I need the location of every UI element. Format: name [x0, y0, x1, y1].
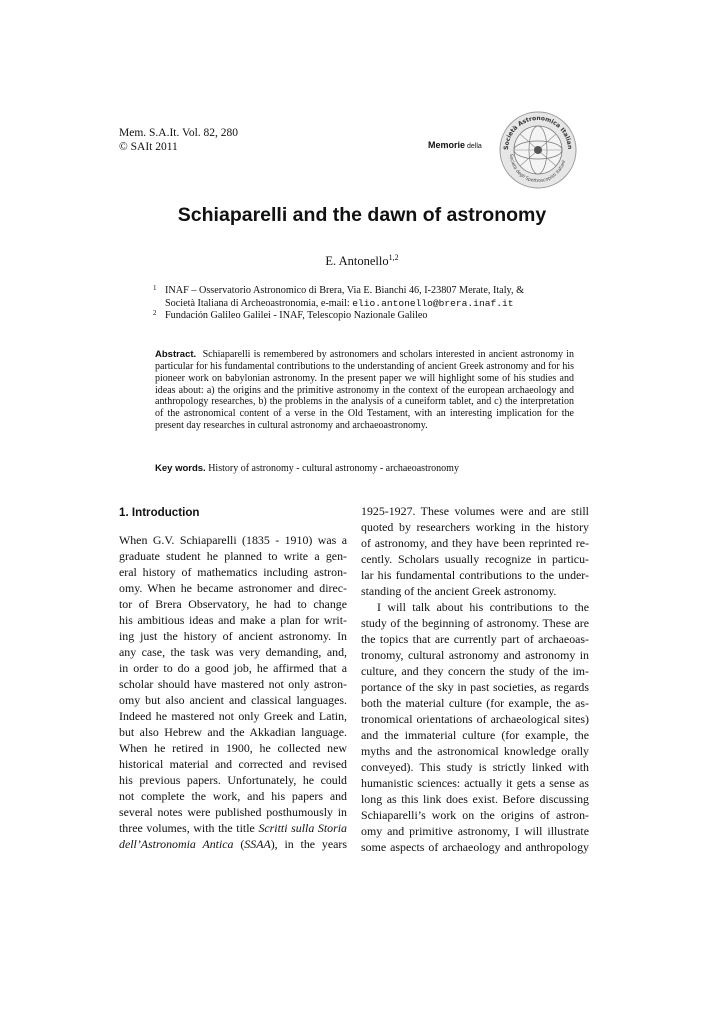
text-line: but also Hebrew and the Akkadian language.: [119, 725, 347, 739]
society-seal-logo: [498, 110, 578, 190]
affiliation-1: [153, 285, 573, 310]
text-line: [119, 836, 347, 852]
email-link[interactable]: elio.antonello@brera.inaf.it: [352, 297, 514, 309]
text-line: Indeed he mastered not only Greek and Latin,: [119, 709, 347, 723]
text-line: tor of Brera Observatory, he had to change: [119, 597, 347, 611]
text-line: not complete the work, and his papers and: [119, 789, 347, 803]
memorie-word: Memorie: [428, 140, 466, 150]
text-line: and the immaterial culture (for example, the: [361, 728, 589, 742]
text-line: tronomy, cultural astronomy and astronomy in: [361, 648, 589, 662]
text-fragment: three volumes, with the title: [119, 821, 259, 835]
text-line: standing of the ancient Greek astronomy.: [361, 584, 557, 598]
text-line: eral history of mathematics including astron-: [119, 565, 347, 579]
affiliation-text: Società Italiana di Archeoastronomia, e-mail:: [165, 297, 353, 309]
author-name: E. Antonello: [325, 254, 389, 268]
seal-top-text: Società Astronomica Italian: [502, 114, 574, 151]
text-line: myths and the astronomical knowledge orally: [361, 744, 589, 758]
seal-bottom-text: Società degli Spettroscopisti Italiani: [507, 153, 568, 185]
book-title-italic: Scritti sulla Storia: [258, 821, 347, 835]
copyright-line: © SAIt 2011: [119, 141, 178, 153]
affiliation-line: Fundación Galileo Galilei - INAF, Telescopio Nazionale Galileo: [165, 310, 428, 321]
keywords-label: Key words.: [155, 463, 206, 474]
text-line: tronomical orientations of archaeological sites): [361, 712, 589, 726]
book-abbrev-italic: SSAA: [244, 837, 271, 851]
text-line: When he retired in 1900, he collected new: [119, 741, 347, 755]
text-line: any case, the task was very demanding, and,: [119, 645, 347, 659]
text-line: When G.V. Schiaparelli (1835 - 1910) was a: [119, 533, 347, 547]
text-line: historical material and corrected and revised: [119, 757, 347, 771]
text-fragment: (: [233, 837, 245, 851]
abstract-label: Abstract.: [155, 349, 197, 360]
abstract-text: Schiaparelli is remembered by astronomers and scholars interested in ancient astronomy in particular for his fundamental contributions to the understanding of ancient Greek astronomy and for his pioneer work on babylonian astronomy. In the present paper we will highlight some of his studies and ideas about: a) the origins and the primitive astronomy in the context of the european archaeology and anthropology researches, b) the problems in the analysis of a cuneiform tablet, and c) the interpretation of the astronomical content of a verse in the Old Testament, with an interesting implication for the present day researches in cultural astronomy and archaeoastronomy.: [155, 349, 574, 432]
affiliation-number: 1: [153, 284, 157, 292]
book-title-italic: dell’Astronomia Antica: [119, 837, 234, 851]
text-line: 1925-1927. These volumes were and are still: [361, 504, 589, 518]
text-line: scholar should have mastered not only astron-: [119, 677, 347, 691]
text-line: omy but also ancient and classical languages.: [119, 693, 347, 707]
paper-title: Schiaparelli and the dawn of astronomy: [177, 204, 547, 226]
affiliation-number: 2: [153, 309, 157, 317]
text-line: portance of the sky in past societies, as regards: [361, 680, 589, 694]
text-line: cently. Scholars usually recognize in particu-: [361, 552, 589, 566]
keywords-text: History of astronomy - cultural astronomy - archaeoastronomy: [208, 463, 459, 474]
text-line: [119, 820, 347, 836]
text-line: of astronomy, and they have been reprinted re-: [361, 536, 589, 550]
text-line: Schiaparelli’s work on the origins of astron-: [361, 808, 589, 822]
affiliation-2: [153, 310, 573, 323]
affiliation-line: INAF – Osservatorio Astronomico di Brera, Via E. Bianchi 46, I-23807 Merate, Italy, &: [165, 285, 524, 296]
affiliation-line: [165, 298, 573, 311]
text-line: in order to do a good job, he affirmed that a: [119, 661, 347, 675]
right-column: [361, 503, 589, 855]
text-line: graduate student he planned to write a gen-: [119, 549, 347, 563]
keywords: [155, 463, 459, 474]
text-line: both the material culture (for example, the as-: [361, 696, 589, 710]
journal-volume: Mem. S.A.It. Vol. 82, 280: [119, 127, 239, 139]
left-column: [119, 532, 347, 852]
text-fragment: ), in the years: [270, 837, 348, 851]
text-line: his previous papers. Unfortunately, he could: [119, 773, 347, 787]
text-line: conveyed). This study is strictly linked with: [361, 760, 589, 774]
text-line: study of the beginning of astronomy. These are: [361, 616, 589, 630]
text-line: culture, and they concern the study of the im-: [361, 664, 589, 678]
section-heading: 1. Introduction: [119, 506, 200, 519]
text-line: ing just the history of ancient astronomy. In: [119, 629, 347, 643]
journal-info: [119, 126, 238, 154]
text-line: humanistic sciences: actually it gets a sense as: [361, 776, 589, 790]
text-line: long as this link does exist. Before discussing: [361, 792, 589, 806]
text-line: some aspects of archaeology and anthropology: [361, 840, 589, 854]
abstract: [155, 349, 574, 432]
text-line: several notes were published posthumously in: [119, 805, 347, 819]
author-line: [0, 253, 724, 269]
text-line: omy. When he became astronomer and direc-: [119, 581, 347, 595]
text-line: the topics that are currently part of archaeoas-: [361, 632, 589, 646]
text-line: lar his fundamental contributions to the under-: [361, 568, 589, 582]
text-line: his ambitious ideas and make a plan for writ-: [119, 613, 347, 627]
memorie-label: [428, 140, 482, 150]
text-line: I will talk about his contributions to the: [377, 600, 589, 614]
text-line: omy and primitive astronomy, I will illustrate: [361, 824, 589, 838]
author-affil-marks: 1,2: [388, 253, 399, 262]
della-word: della: [467, 143, 482, 150]
text-line: quoted by researchers working in the history: [361, 520, 589, 534]
